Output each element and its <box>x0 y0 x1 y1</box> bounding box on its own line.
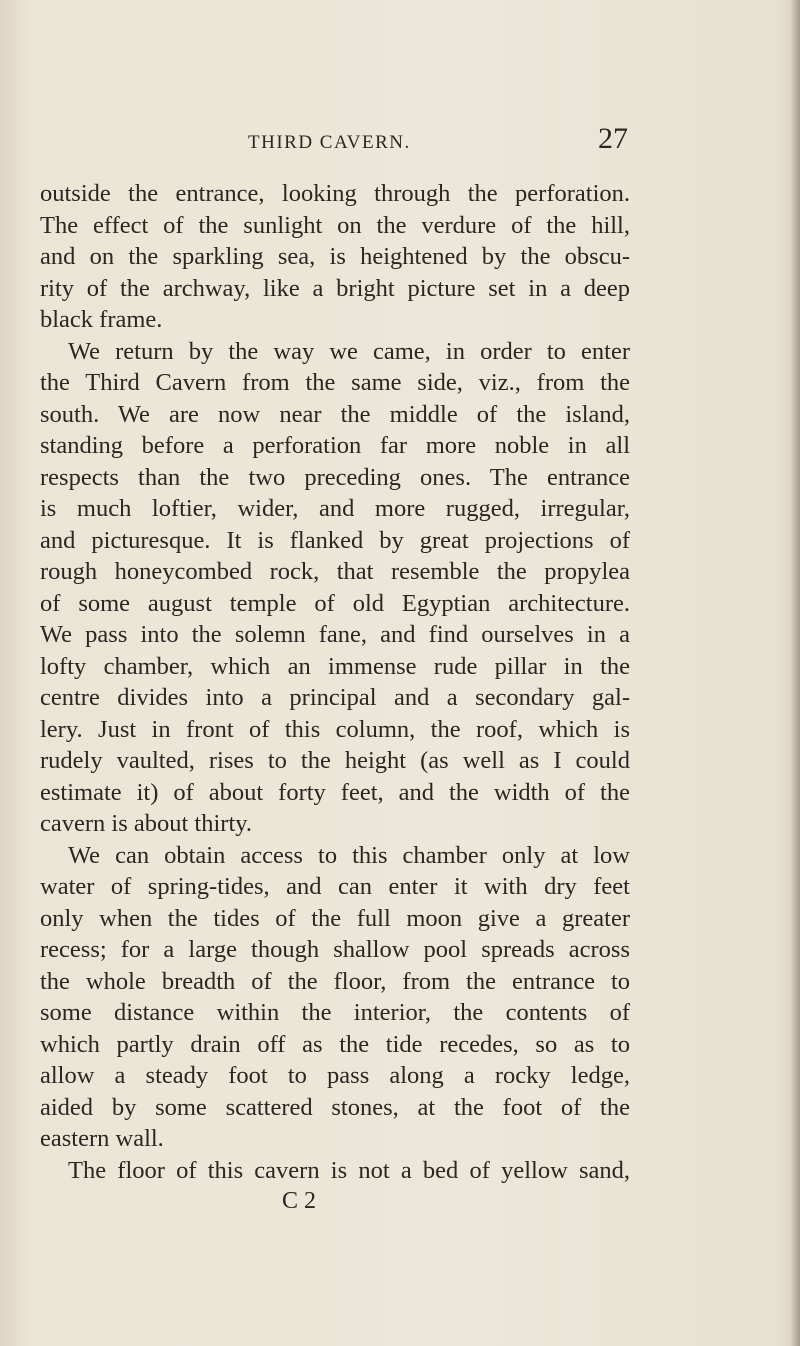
text-line: only when the tides of the full moon give a greater <box>40 904 630 932</box>
text-line: lofty chamber, which an immense rude pillar in the <box>40 652 630 680</box>
signature-mark: C 2 <box>282 1188 317 1214</box>
text-line: rity of the archway, like a bright picture set in a deep <box>40 274 630 302</box>
text-line: rudely vaulted, rises to the height (as well as I could <box>40 747 630 774</box>
text-line: black frame. <box>40 306 163 333</box>
text-line: rough honeycombed rock, that resemble the propylea <box>40 558 630 585</box>
text-line: south. We are now near the middle of the island, <box>40 400 630 428</box>
text-line: and picturesque. It is flanked by great projections of <box>40 526 630 554</box>
text-line: estimate it) of about forty feet, and the width of the <box>40 778 630 806</box>
text-line: the whole breadth of the floor, from the entrance to <box>40 967 630 995</box>
text-line: We can obtain access to this chamber only at low <box>68 841 630 869</box>
text-line: We return by the way we came, in order to enter <box>68 337 630 365</box>
text-line: some distance within the interior, the contents of <box>40 999 630 1026</box>
text-line: allow a steady foot to pass along a rocky ledge, <box>40 1062 630 1089</box>
text-line: of some august temple of old Egyptian architecture. <box>40 589 630 617</box>
text-line: The effect of the sunlight on the verdure of the hill, <box>40 211 630 239</box>
text-line: lery. Just in front of this column, the roof, which is <box>40 715 630 743</box>
text-line: The floor of this cavern is not a bed of yellow sand, <box>68 1156 630 1184</box>
text-line: standing before a perforation far more noble in all <box>40 432 630 459</box>
page-number: 27 <box>598 122 628 155</box>
page-edge-shadow <box>790 0 800 1346</box>
text-line: eastern wall. <box>40 1125 164 1152</box>
text-line: cavern is about thirty. <box>40 810 253 837</box>
running-head: THIRD CAVERN. <box>248 132 411 153</box>
page-header <box>40 122 630 162</box>
text-line: is much loftier, wider, and more rugged, irregular, <box>40 495 630 522</box>
text-line: respects than the two preceding ones. The entrance <box>40 463 630 491</box>
text-line: aided by some scattered stones, at the foot of the <box>40 1093 630 1121</box>
text-line: which partly drain off as the tide recedes, so as to <box>40 1030 630 1058</box>
text-line: recess; for a large though shallow pool spreads across <box>40 936 630 963</box>
text-line: We pass into the solemn fane, and find ourselves in a <box>40 621 630 648</box>
text-line: centre divides into a principal and a secondary gal- <box>40 684 630 711</box>
body-text <box>40 178 630 1186</box>
text-line: outside the entrance, looking through the perforation. <box>40 180 630 207</box>
text-line: and on the sparkling sea, is heightened by the obscu- <box>40 243 630 270</box>
text-line: the Third Cavern from the same side, viz., from the <box>40 369 630 396</box>
text-line: water of spring-tides, and can enter it with dry feet <box>40 873 630 900</box>
